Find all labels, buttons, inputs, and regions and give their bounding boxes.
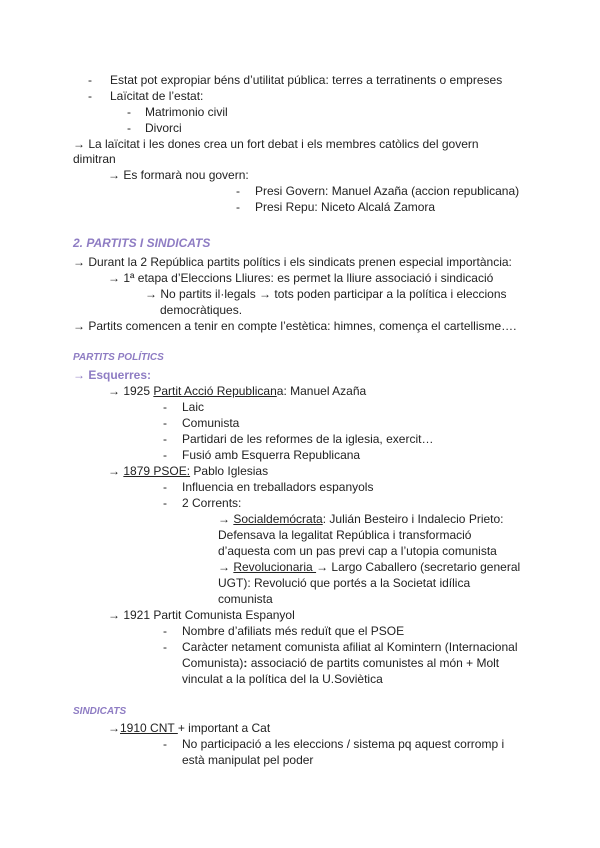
text-line: → Es formarà nou govern: [108,168,249,182]
text-line: vinculat a la política del la U.Soviètica [182,672,383,686]
text-line: Matrimonio civil [145,105,228,119]
text-line: Divorci [145,121,182,135]
bullet-dash: - [236,200,240,214]
text-span: associació de partits comunistes al món + Molt [247,656,500,670]
section-heading: 2. PARTITS I SINDICATS [73,236,211,250]
bullet-dash: - [127,105,131,119]
bullet-dash: - [163,416,167,430]
text-line: 2 Corrents: [182,496,242,510]
bullet-dash: - [127,121,131,135]
party-1921: → 1921 Partit Comunista Espanyol [108,608,295,622]
text-line: dimitran [73,152,116,166]
text-span: → Largo Caballero (secretario general [316,560,521,574]
text-line: Presi Repu: Niceto Alcalá Zamora [255,200,436,214]
text-line: → Durant la 2 República partits polítics i els sindicats prenen especial importància: [73,255,512,269]
text-line: comunista [218,592,273,606]
text-line: UGT): Revolució que portés a la Societat idílica [218,576,471,590]
text-line: Nombre d’afiliats més reduït que el PSOE [182,624,405,638]
subheading-esquerres: → Esquerres: [73,368,152,382]
text-span: → 1925 [108,384,154,398]
text-span: Pablo Iglesias [190,464,269,478]
current-revolucionaria [218,559,520,575]
party-name: Partit Acció Republican [153,384,277,398]
current-name: Socialdemócrata [233,512,323,526]
text-line: → La laïcitat i les dones crea un fort debat i els membres catòlics del govern [73,137,479,151]
text-span: → [218,512,234,526]
bullet-dash: - [163,640,167,654]
party-1879 [108,463,268,479]
text-span: Comunista) [182,656,244,670]
text-line: → 1ª etapa d’Eleccions Lliures: es permet la lliure associació i sindicació [108,271,494,285]
subsection-heading: SINDICATS [73,706,127,717]
bullet-dash: - [163,432,167,446]
union-name: 1910 CNT [120,721,178,735]
text-line: Laic [182,400,205,414]
subsection-heading: PARTITS POLÍTICS [73,352,164,363]
text-line: Caràcter netament comunista afiliat al Komintern (Internacional [182,640,518,654]
bullet-dash: - [163,496,167,510]
bullet-dash: - [163,400,167,414]
text-line: Laïcitat de l’estat: [110,89,204,103]
text-line: Defensava la legalitat República i transformació [218,528,472,542]
union-cnt [108,720,270,736]
bullet-dash: - [88,73,92,87]
current-socialdemocrata [218,511,504,527]
bullet-dash: - [236,184,240,198]
bullet-dash: - [163,448,167,462]
text-line: Fusió amb Esquerra Republicana [182,448,361,462]
text-line: Comunista [182,416,240,430]
text-line: Presi Govern: Manuel Azaña (accion republicana) [255,184,520,198]
text-span: → [108,721,120,735]
text-line: democràtiques. [160,303,243,317]
bullet-dash: - [88,89,92,103]
text-span: a: Manuel Azaña [276,384,367,398]
text-line: → Partits comencen a tenir en compte l’estètica: himnes, comença el cartellisme…. [73,319,517,333]
text-line: Influencia en treballadors espanyols [182,480,374,494]
current-name: Revolucionaria [233,560,317,574]
bullet-dash: - [163,480,167,494]
text-span: → [108,464,124,478]
text-span: → [218,560,234,574]
text-span: : Julián Besteiro i Indalecio Prieto: [322,512,504,526]
bullet-dash: - [163,737,167,751]
text-line: Estat pot expropiar béns d’utilitat pública: terres a terratinents o empreses [110,73,503,87]
text-line: → No partits il·legals → tots poden participar a la política i eleccions [145,287,507,301]
party-name: 1879 PSOE: [123,464,191,478]
text-line [182,655,499,671]
text-line: està manipulat pel poder [182,753,314,767]
bullet-dash: - [163,624,167,638]
text-line: d’aquesta com un pas previ cap a l’utopia comunista [218,544,497,558]
text-line: No participació a les eleccions / sistema pq aquest corromp i [182,737,505,751]
text-line: Partidari de les reformes de la iglesia, exercit… [182,432,434,446]
text-span: + important a Cat [177,721,271,735]
party-1925 [108,383,366,399]
text-span: : [243,656,248,670]
